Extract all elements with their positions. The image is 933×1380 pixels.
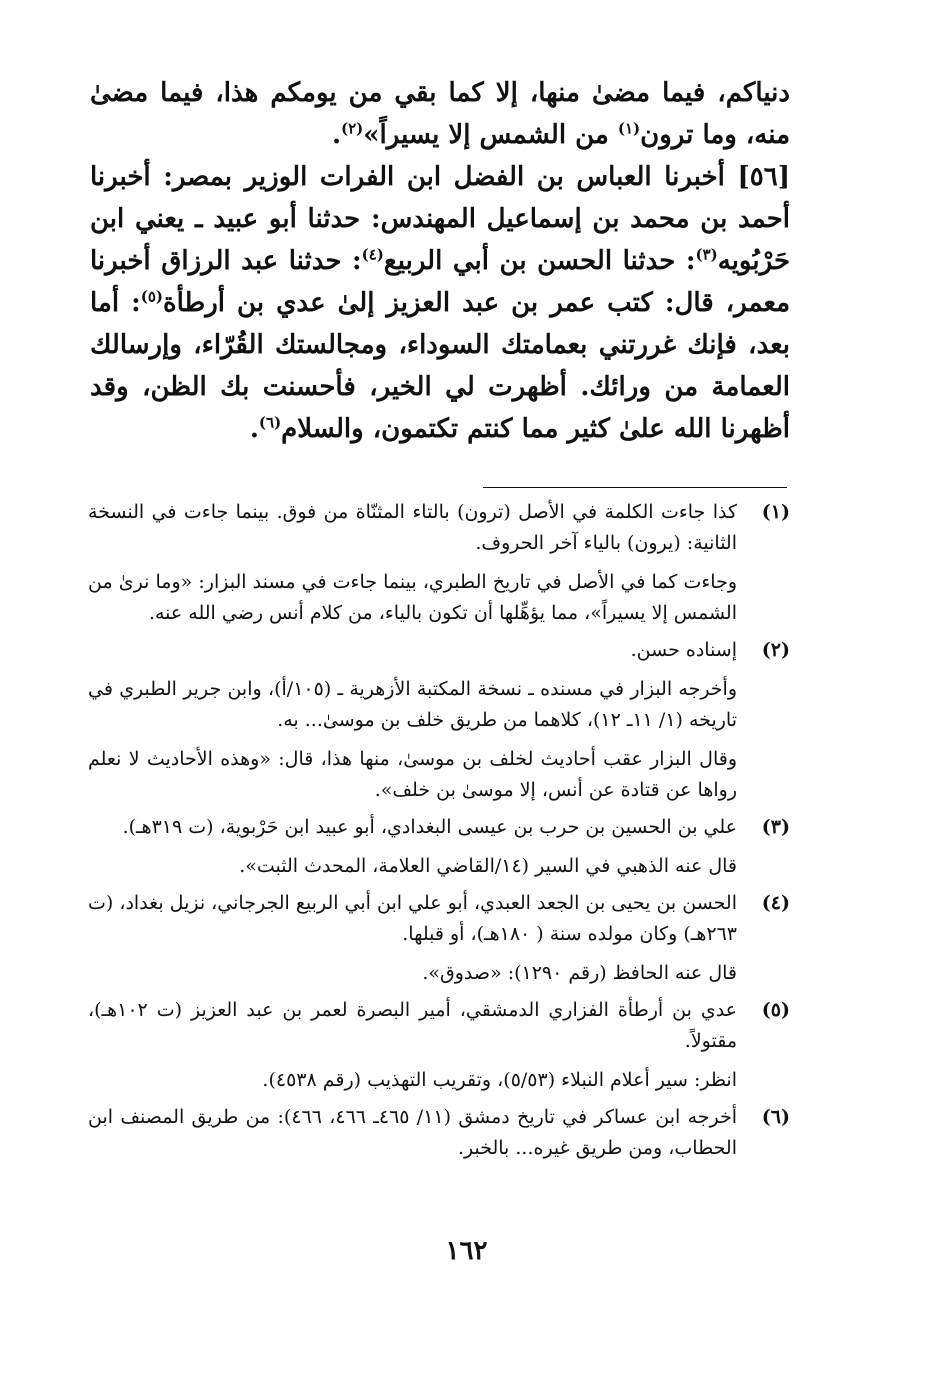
footnote-text: الحسن بن يحيى بن الجعد العبدي، أبو علي ابن أبي الربيع الجرجاني، نزيل بغداد، (ت ٢٦٣هـ) وكان مولده سنة ( ١٨٠هـ)، أو قبلها. <box>88 892 737 945</box>
footnote-number: (٤) <box>761 892 790 914</box>
footnote-number: (١) <box>761 501 790 523</box>
footnote-text: وقال البزار عقب أحاديث لخلف بن موسىٰ، منها هذا، قال: «وهذه الأحاديث لا نعلم رواها عن قتادة عن أنس، إلا موسىٰ بن خلف». <box>88 748 737 801</box>
footnote-ref-3[interactable]: (٣) <box>695 245 718 264</box>
main-paragraph-56: [٥٦] أخبرنا العباس بن الفضل ابن الفرات الوزير بمصر: أخبرنا أحمد بن محمد بن إسماعيل المهندس: حدثنا أبو عبيد ـ يعني ابن حَرْبُويه$^{(٣)}$: حدثنا الحسن بن أبي الربيع$^{(٤)}$: حدثنا عبد الرزاق أخبرنا معمر، قال: كتب عمر بن عبد العزيز إلىٰ عدي بن أرطأة$^{(٥)}$: أما بعد، فإنك غررتني بعمامتك السوداء، ومجالستك القُرّاء، وإرسالك العمامة من ورائك. أظهرت لي الخير، فأحسنت بك الظن، وقد أظهرنا الله علىٰ كثير مما كنتم تكتمون، والسلام$^{(٦)}$. <box>90 162 791 444</box>
footnote-3 <box>88 812 790 882</box>
footnote-text: وجاءت كما في الأصل في تاريخ الطبري، بينما جاءت في مسند البزار: «وما نرىٰ من الشمس إلا يسيراً»، مما يؤهِّلها أن تكون بالياء، من كلام أنس رضي الله عنه. <box>88 571 737 624</box>
footnote-ref-1[interactable]: (١) <box>617 119 641 138</box>
footnote-2 <box>88 635 790 806</box>
page-number: ١٦٢ <box>445 1236 488 1266</box>
footnote-text: انظر: سير أعلام النبلاء (٥/٥٣)، وتقريب التهذيب (رقم ٤٥٣٨). <box>262 1069 737 1091</box>
footnote-4 <box>88 888 790 989</box>
footnote-ref-6[interactable]: (٦) <box>258 413 282 432</box>
footnote-number: (٢) <box>761 639 790 661</box>
footnote-text: علي بن الحسين بن حرب بن عيسى البغدادي، أبو عبيد ابن حَرْبوية، (ت ٣١٩هـ). <box>122 816 737 838</box>
footnote-number: (٦) <box>761 1106 790 1128</box>
footnote-5 <box>88 995 790 1096</box>
footnote-ref-5[interactable]: (٥) <box>140 287 163 306</box>
footnote-1 <box>88 497 790 629</box>
footnote-text: كذا جاءت الكلمة في الأصل (ترون) بالتاء المثنّاة من فوق. بينما جاءت في النسخة الثانية: (يرون) بالياء آخر الحروف. <box>88 501 737 554</box>
footnote-number: (٣) <box>761 816 790 838</box>
footnote-number: (٥) <box>761 999 790 1021</box>
footnote-text: وأخرجه البزار في مسنده ـ نسخة المكتبة الأزهرية ـ (١٠٥/أ)، وابن جرير الطبري في تاريخه (١/ ١١ـ ١٢)، كلاهما من طريق خلف بن موسىٰ... به. <box>88 678 738 731</box>
footnotes <box>88 497 790 1170</box>
main-text <box>90 72 790 450</box>
footnote-text: إسناده حسن. <box>630 639 737 661</box>
footnote-ref-2[interactable]: (٢) <box>341 119 364 138</box>
footnote-ref-4[interactable]: (٤) <box>361 245 384 264</box>
footnote-text: أخرجه ابن عساكر في تاريخ دمشق (١١/ ٤٦٥ـ ٤٦٦، ٤٦٦): من طريق المصنف ابن الحطاب، ومن طريق غيره... بالخبر. <box>88 1106 738 1159</box>
footnote-text: قال عنه الذهبي في السير (١٤/القاضي العلامة، المحدث الثبت». <box>239 855 737 877</box>
main-paragraph-1: دنياكم، فيما مضىٰ منها، إلا كما بقي من يومكم هذا، فيما مضىٰ منه، وما ترون$^{(١)}$ من الشمس إلا يسيراً»$^{(٢)}$. <box>90 78 790 150</box>
footnote-text: قال عنه الحافظ (رقم ١٢٩٠): «صدوق». <box>422 962 737 984</box>
footnote-text: عدي بن أرطأة الفزاري الدمشقي، أمير البصرة لعمر بن عبد العزيز (ت ١٠٢هـ)، مقتولاً. <box>88 999 737 1052</box>
footnote-6 <box>88 1102 790 1164</box>
footnote-separator <box>483 487 787 488</box>
